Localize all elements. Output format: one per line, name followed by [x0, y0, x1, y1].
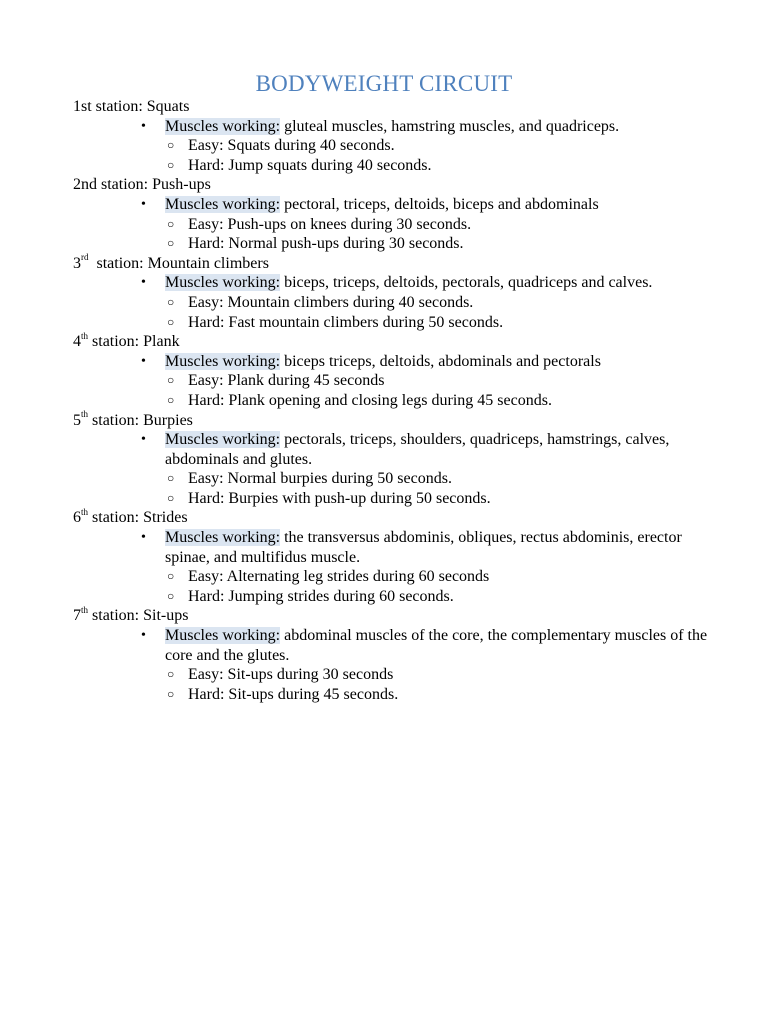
muscles-label: Muscles working: [165, 117, 281, 135]
hard-option [73, 234, 713, 254]
station-name: station: Burpies [88, 411, 193, 429]
easy-option-text: Easy: Normal burpies during 50 seconds. [188, 470, 452, 488]
bullet-icon: • [141, 196, 146, 212]
station-ordinal-suffix: th [81, 507, 89, 518]
hard-option [73, 313, 713, 333]
hard-option-text: Hard: Jump squats during 40 seconds. [188, 156, 432, 174]
hollow-bullet-icon: ○ [167, 294, 175, 309]
hard-option-text: Hard: Sit-ups during 45 seconds. [188, 685, 399, 703]
station-list [73, 97, 713, 704]
easy-option [73, 469, 713, 489]
station-heading [73, 254, 713, 274]
muscles-label: Muscles working: [165, 195, 281, 213]
station-number: 4 [73, 333, 81, 351]
muscles-text: pectorals, triceps, shoulders, quadriceps, hamstrings, calves, abdominals and glutes. [165, 431, 670, 468]
station-block [73, 97, 713, 175]
easy-option-text: Easy: Push-ups on knees during 30 seconds. [188, 215, 472, 233]
hard-option-text: Hard: Burpies with push-up during 50 seconds. [188, 489, 491, 507]
hard-option [73, 685, 713, 705]
station-number: 3 [73, 254, 81, 272]
hollow-bullet-icon: ○ [167, 471, 175, 486]
station-block [73, 508, 713, 606]
hollow-bullet-icon: ○ [167, 490, 175, 505]
muscles-bullet [73, 117, 713, 137]
muscles-bullet [73, 430, 713, 469]
muscles-bullet [73, 195, 713, 215]
easy-option-text: Easy: Plank during 45 seconds [188, 372, 385, 390]
station-number: 5 [73, 411, 81, 429]
bullet-icon: • [141, 275, 146, 291]
hollow-bullet-icon: ○ [167, 373, 175, 388]
bullet-icon: • [141, 353, 146, 369]
muscles-bullet [73, 352, 713, 372]
hard-option-text: Hard: Fast mountain climbers during 50 seconds. [188, 313, 504, 331]
muscles-bullet [73, 273, 713, 293]
easy-option-text: Easy: Mountain climbers during 40 seconds. [188, 293, 474, 311]
station-ordinal-suffix: th [81, 605, 89, 616]
hard-option [73, 391, 713, 411]
muscles-label: Muscles working: [165, 431, 281, 449]
hollow-bullet-icon: ○ [167, 138, 175, 153]
muscles-label: Muscles working: [165, 529, 281, 547]
station-block [73, 332, 713, 410]
station-heading [73, 332, 713, 352]
muscles-text: the transversus abdominis, obliques, rectus abdominis, erector spinae, and multifidus muscle. [165, 529, 682, 566]
muscles-bullet [73, 528, 713, 567]
station-heading [73, 175, 713, 195]
station-ordinal-suffix: rd [81, 252, 89, 263]
station-name: station: Sit-ups [88, 607, 189, 625]
easy-option [73, 371, 713, 391]
hollow-bullet-icon: ○ [167, 314, 175, 329]
bullet-icon: • [141, 530, 146, 546]
bullet-icon: • [141, 628, 146, 644]
muscles-label: Muscles working: [165, 627, 281, 645]
hard-option [73, 489, 713, 509]
station-block [73, 254, 713, 332]
hard-option-text: Hard: Normal push-ups during 30 seconds. [188, 235, 464, 253]
bullet-icon: • [141, 118, 146, 134]
easy-option [73, 215, 713, 235]
muscles-label: Muscles working: [165, 352, 281, 370]
station-ordinal-suffix: th [81, 409, 89, 420]
hollow-bullet-icon: ○ [167, 686, 175, 701]
easy-option [73, 136, 713, 156]
station-heading [73, 606, 713, 626]
hollow-bullet-icon: ○ [167, 216, 175, 231]
station-block [73, 175, 713, 253]
hard-option-text: Hard: Jumping strides during 60 seconds. [188, 587, 454, 605]
muscles-text: abdominal muscles of the core, the complementary muscles of the core and the glutes. [165, 627, 708, 664]
hollow-bullet-icon: ○ [167, 667, 175, 682]
station-block [73, 411, 713, 509]
hollow-bullet-icon: ○ [167, 392, 175, 407]
muscles-text: pectoral, triceps, deltoids, biceps and abdominals [280, 195, 599, 213]
station-heading [73, 508, 713, 528]
document-title: BODYWEIGHT CIRCUIT [255, 71, 513, 96]
station-name: station: Plank [88, 333, 180, 351]
station-number: 7 [73, 607, 81, 625]
easy-option [73, 567, 713, 587]
easy-option-text: Easy: Alternating leg strides during 60 seconds [188, 568, 490, 586]
station-ordinal-suffix: th [81, 330, 89, 341]
hard-option-text: Hard: Plank opening and closing legs during 45 seconds. [188, 391, 552, 409]
station-name: station: Squats [91, 98, 190, 115]
hollow-bullet-icon: ○ [167, 236, 175, 251]
hollow-bullet-icon: ○ [167, 157, 175, 172]
muscles-label: Muscles working: [165, 274, 281, 292]
station-number: 6 [73, 509, 81, 527]
hard-option [73, 587, 713, 607]
station-name: station: Mountain climbers [88, 254, 269, 272]
easy-option-text: Easy: Squats during 40 seconds. [188, 137, 395, 155]
bullet-icon: • [141, 432, 146, 448]
station-name: station: Strides [88, 509, 188, 527]
muscles-bullet [73, 626, 713, 665]
easy-option [73, 665, 713, 685]
station-heading [73, 411, 713, 431]
station-number: 1st [73, 98, 92, 115]
station-number: 2nd [73, 176, 97, 194]
hard-option [73, 156, 713, 176]
easy-option [73, 293, 713, 313]
hollow-bullet-icon: ○ [167, 588, 175, 603]
station-heading [73, 97, 713, 117]
station-name: station: Push-ups [97, 176, 211, 194]
easy-option-text: Easy: Sit-ups during 30 seconds [188, 666, 394, 684]
muscles-text: gluteal muscles, hamstring muscles, and quadriceps. [280, 117, 620, 135]
muscles-text: biceps triceps, deltoids, abdominals and pectorals [280, 352, 601, 370]
station-block [73, 606, 713, 704]
muscles-text: biceps, triceps, deltoids, pectorals, quadriceps and calves. [280, 274, 653, 292]
hollow-bullet-icon: ○ [167, 569, 175, 584]
